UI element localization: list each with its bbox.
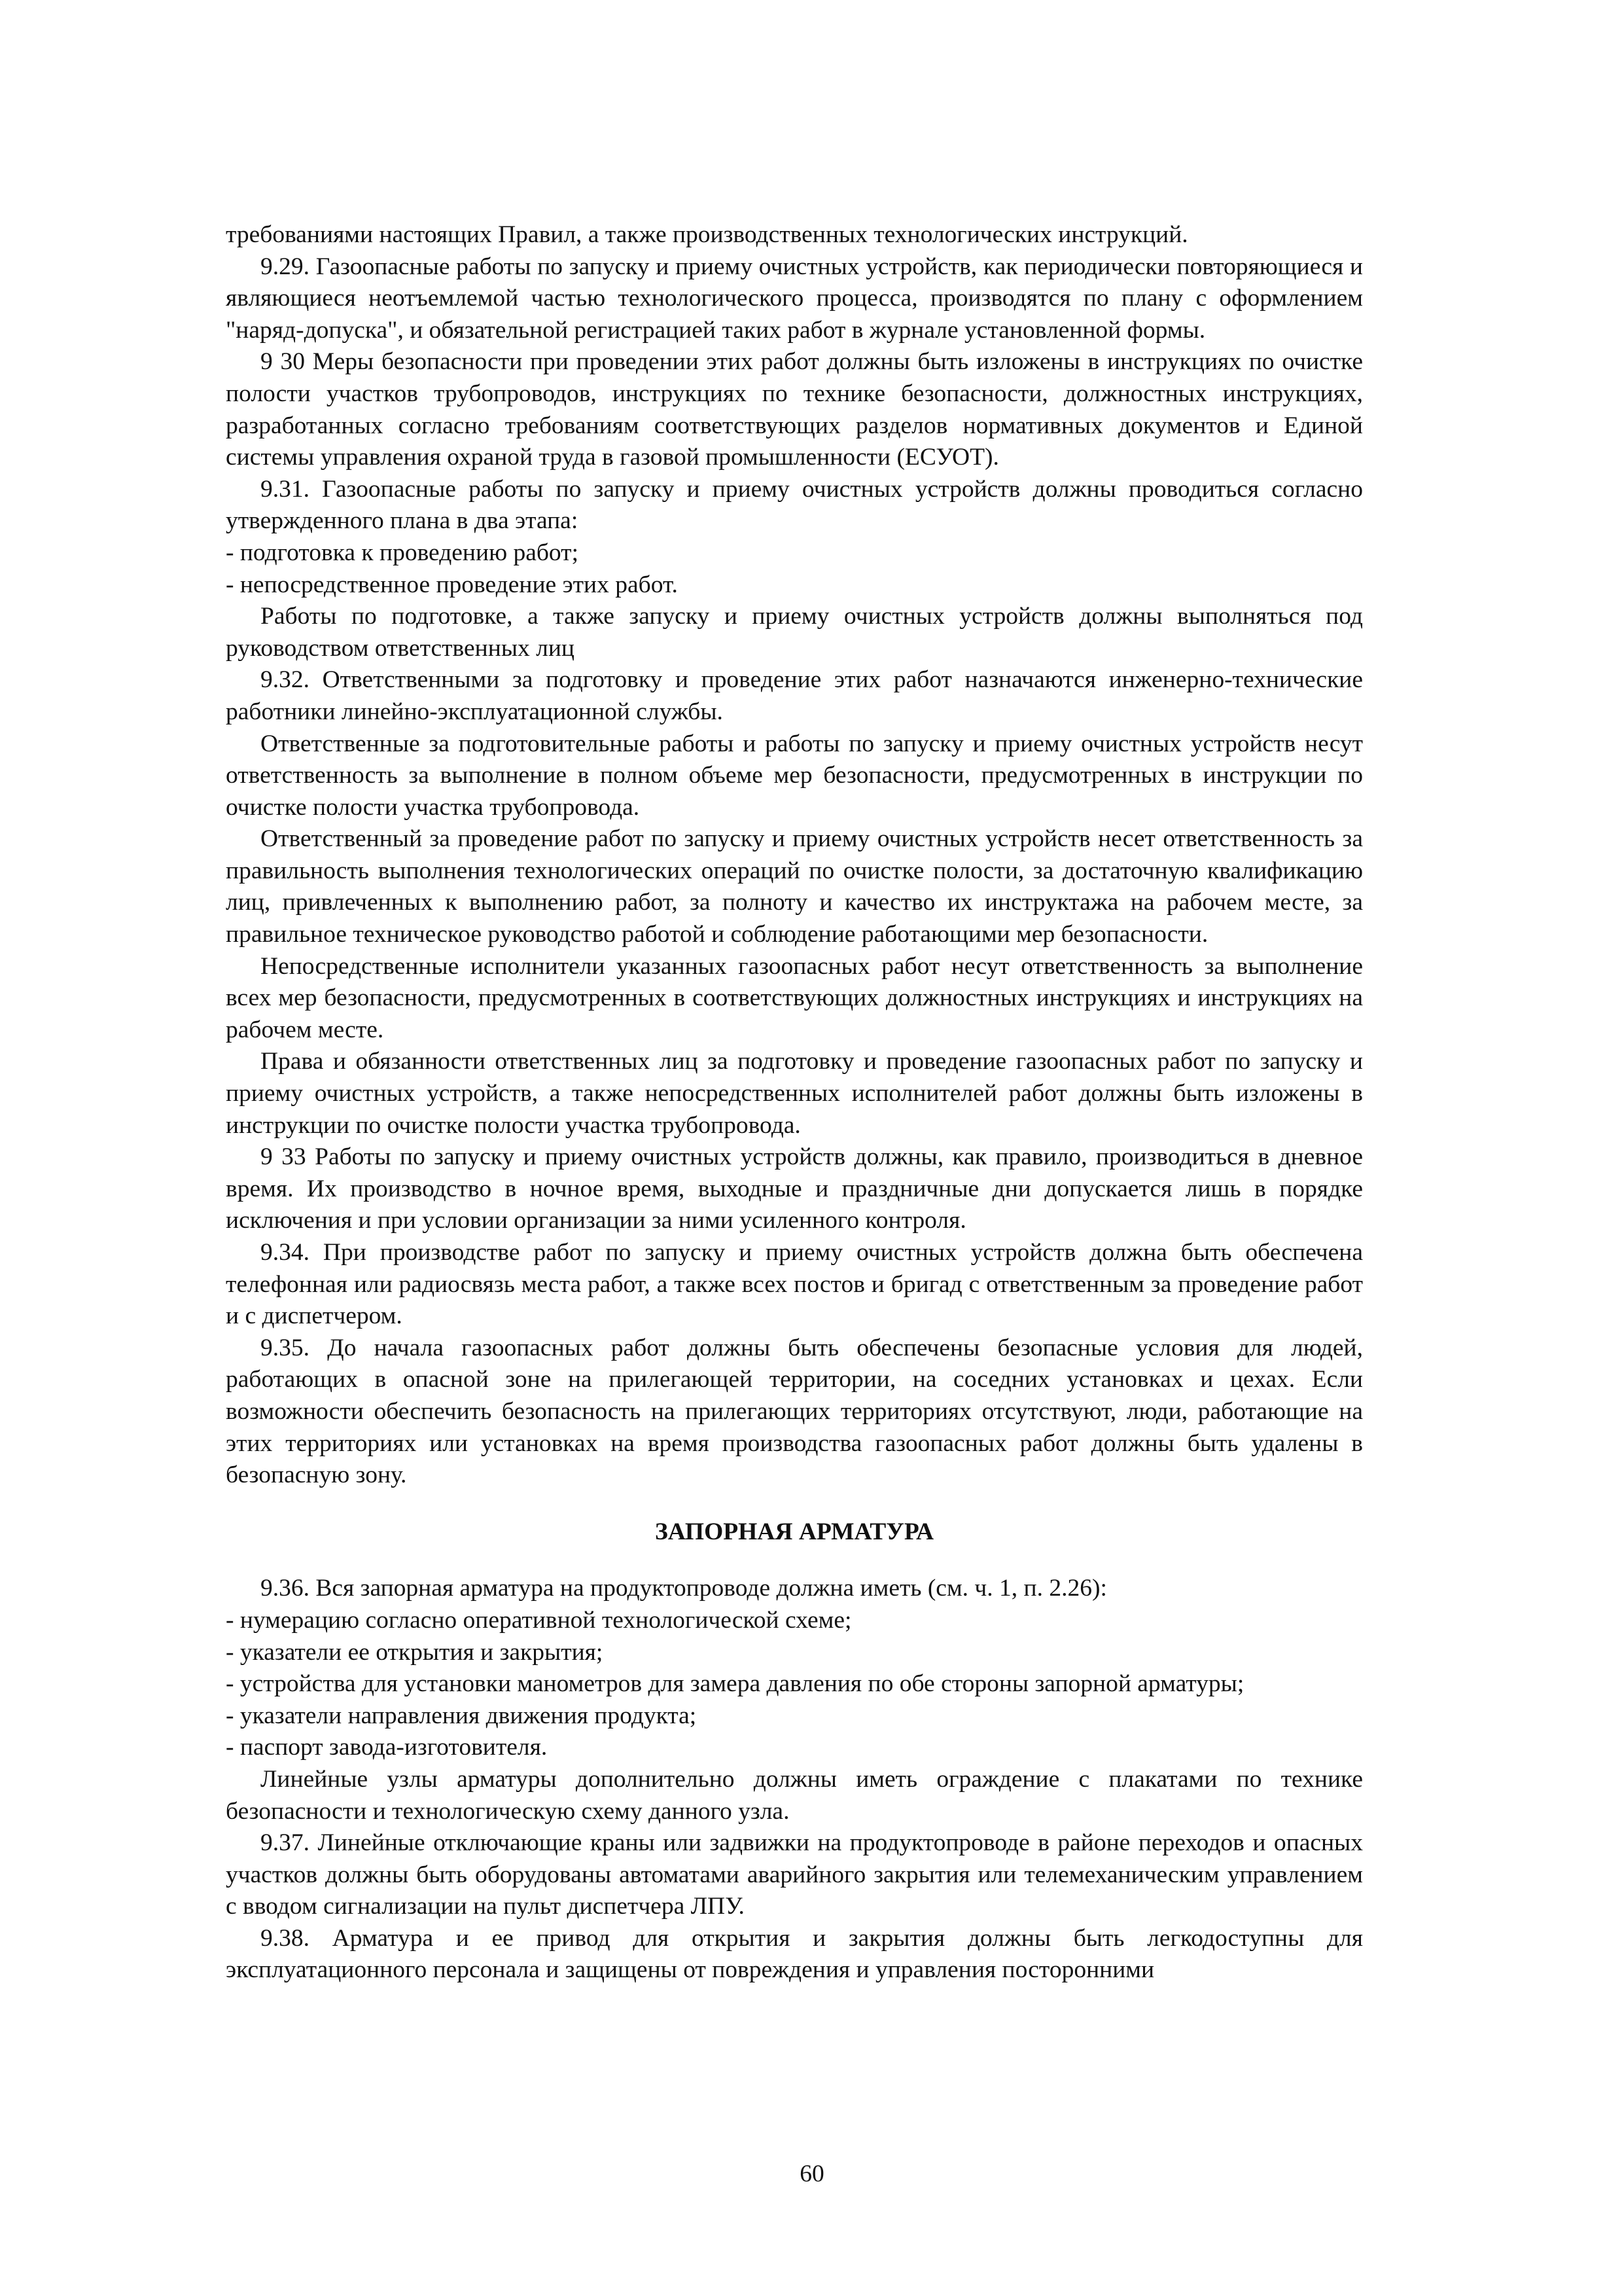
document-body [226,219,1363,1986]
list-item: - устройства для установки манометров для замера давления по обе стороны запорной арматуры; [226,1670,1244,1698]
paragraph-9-32: 9.32. Ответственными за подготовку и проведение этих работ назначаются инженерно-технические работники линейно-эксплуатационной службы. [226,666,1363,725]
paragraph: Ответственный за проведение работ по запуску и приему очистных устройств несет ответственность за правильность выполнения технологических операций по очистке полости, за достаточную квалификацию лиц, привлеченных к выполнению работ, за полноту и качество их инструктажа на рабочем месте, за правильное техническое руководство работой и соблюдение работающими мер безопасности. [226,825,1363,948]
paragraph-9-34: 9.34. При производстве работ по запуску и приему очистных устройств должна быть обеспечена телефонная или радиосвязь места работ, а также всех постов и бригад с ответственным за проведение работ и с диспетчером. [226,1239,1363,1330]
paragraph-9-29: 9.29. Газоопасные работы по запуску и приему очистных устройств, как периодически повторяющиеся и являющиеся неотъемлемой частью технологического процесса, производятся по плану с оформлением "наряд-допуска", и обязательной регистрацией таких работ в журнале установленной формы. [226,253,1363,344]
paragraph-9-37: 9.37. Линейные отключающие краны или задвижки на продуктопроводе в районе переходов и опасных участков должны быть оборудованы автоматами аварийного закрытия или телемеханическим управлением с вводом сигнализации на пульт диспетчера ЛПУ. [226,1829,1363,1920]
paragraph-9-30: 9 30 Меры безопасности при проведении этих работ должны быть изложены в инструкциях по очистке полости участков трубопроводов, инструкциях по технике безопасности, должностных инструкциях, разработанных согласно требованиям соответствующих разделов нормативных документов и Единой системы управления охраной труда в газовой промышленности (ЕСУОТ). [226,348,1363,471]
list-item: - указатели направления движения продукта; [226,1702,697,1729]
list-item: - подготовка к проведению работ; [226,539,578,566]
paragraph-9-33: 9 33 Работы по запуску и приему очистных устройств должны, как правило, производиться в дневное время. Их производство в ночное время, выходные и праздничные дни допускается лишь в порядке исключения и при условии организации за ними усиленного контроля. [226,1143,1363,1234]
paragraph-9-31: 9.31. Газоопасные работы по запуску и приему очистных устройств должны проводиться согласно утвержденного плана в два этапа: [226,475,1363,535]
paragraph-9-38: 9.38. Арматура и ее привод для открытия и закрытия должны быть легкодоступны для эксплуатационного персонала и защищены от повреждения и управления посторонними [226,1924,1363,1984]
paragraph: Непосредственные исполнители указанных газоопасных работ несут ответственность за выполнение всех мер безопасности, предусмотренных в соответствующих должностных инструкциях и инструкциях на рабочем месте. [226,952,1363,1043]
page-number: 60 [800,2161,824,2187]
list-item: - паспорт завода-изготовителя. [226,1734,548,1761]
section-title: ЗАПОРНАЯ АРМАТУРА [654,1518,934,1545]
list-item: - непосредственное проведение этих работ. [226,571,678,598]
paragraph: требованиями настоящих Правил, а также производственных технологических инструкций. [226,221,1188,248]
paragraph: Работы по подготовке, а также запуску и приему очистных устройств должны выполняться под руководством ответственных лиц [226,603,1363,662]
paragraph: Линейные узлы арматуры дополнительно должны иметь ограждение с плакатами по технике безопасности и технологическую схему данного узла. [226,1765,1363,1825]
list-item: - указатели ее открытия и закрытия; [226,1638,603,1666]
paragraph-9-35: 9.35. До начала газоопасных работ должны быть обеспечены безопасные условия для людей, работающих в опасной зоне на прилегающей территории, на соседних установках и цехах. Если возможности обеспечить безопасность на прилегающих территориях отсутствуют, люди, работающие на этих территориях или установках на время производства газоопасных работ должны быть удалены в безопасную зону. [226,1334,1363,1489]
paragraph-9-36: 9.36. Вся запорная арматура на продуктопроводе должна иметь (см. ч. 1, п. 2.26): [260,1575,1107,1602]
paragraph: Права и обязанности ответственных лиц за подготовку и проведение газоопасных работ по запуску и приему очистных устройств, а также непосредственных исполнителей работ должны быть изложены в инструкции по очистке полости участка трубопровода. [226,1048,1363,1139]
list-item: - нумерацию согласно оперативной технологической схеме; [226,1606,852,1634]
paragraph: Ответственные за подготовительные работы и работы по запуску и приему очистных устройств несут ответственность за выполнение в полном объеме мер безопасности, предусмотренных в инструкции по очистке полости участка трубопровода. [226,730,1363,821]
